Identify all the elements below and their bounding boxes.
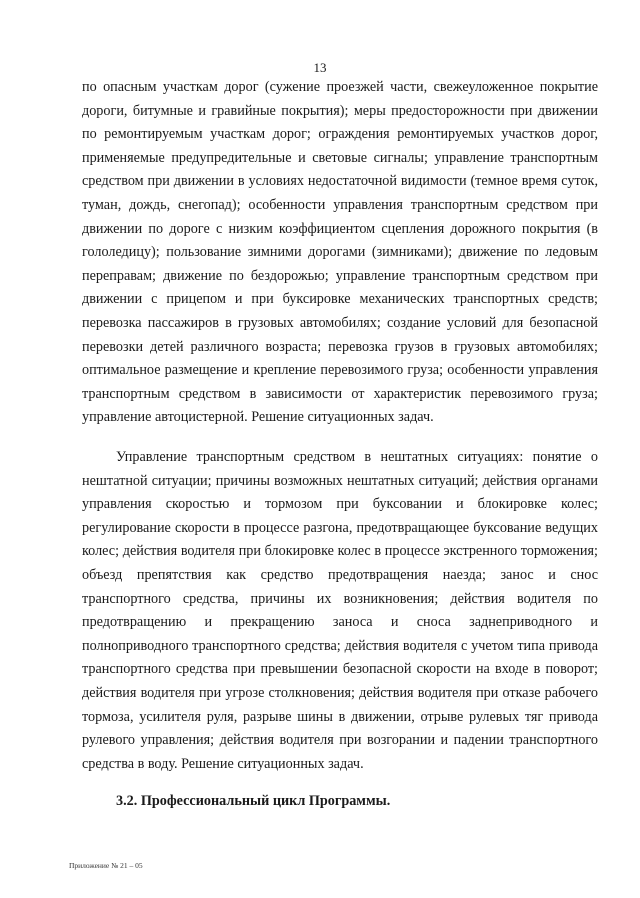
section-heading: 3.2. Профессиональный цикл Программы. xyxy=(116,793,391,809)
body-paragraph-2: Управление транспортным средством в нештатных ситуациях: понятие о нештатной ситуации; причины возможных нештатных ситуаций; действия органами управления скоростью и тормозом при буксовании и блокировке колес; регулирование скорости в процессе разгона, предотвращающее буксование ведущих колес; действия водителя при блокировке колес в процессе экстренного торможения; объезд препятствия как средство предотвращения наезда; занос и снос транспортного средства, причины их возникновения; действия водителя по предотвращению и прекращению заноса и сноса заднеприводного и полноприводного транспортного средства; действия водителя с учетом типа привода транспортного средства при превышении безопасной скорости на входе в поворот; действия водителя при угрозе столкновения; действия водителя при отказе рабочего тормоза, усилителя руля, разрыве шины в движении, отрыве рулевых тяг привода рулевого управления; действия водителя при возгорании и падении транспортного средства в воду. Решение ситуационных задач. xyxy=(82,449,598,772)
page-number: 13 xyxy=(313,60,327,75)
body-paragraph-1: по опасным участкам дорог (сужение проезжей части, свежеуложенное покрытие дороги, битумные и гравийные покрытия); меры предосторожности при движении по ремонтируемым участкам дорог; ограждения ремонтируемых участков дорог, применяемые предупредительные и световые сигналы; управление транспортным средством при движении в условиях недостаточной видимости (темное время суток, туман, дождь, снегопад); особенности управления транспортным средством при движении по дороге с низким коэффициентом сцепления дорожного покрытия (в гололедицу); пользование зимними дорогами (зимниками); движение по ледовым переправам; движение по бездорожью; управление транспортным средством при движении с прицепом и при буксировке механических транспортных средств; перевозка пассажиров в грузовых автомобилях; создание условий для безопасной перевозки детей различного возраста; перевозка грузов в грузовых автомобилях; оптимальное размещение и крепление перевозимого груза; особенности управления транспортным средством в зависимости от характеристик перевозимого груза; управление автоцистерной. Решение ситуационных задач. xyxy=(82,79,598,426)
footer-note: Приложение № 21 – 05 xyxy=(69,861,143,870)
